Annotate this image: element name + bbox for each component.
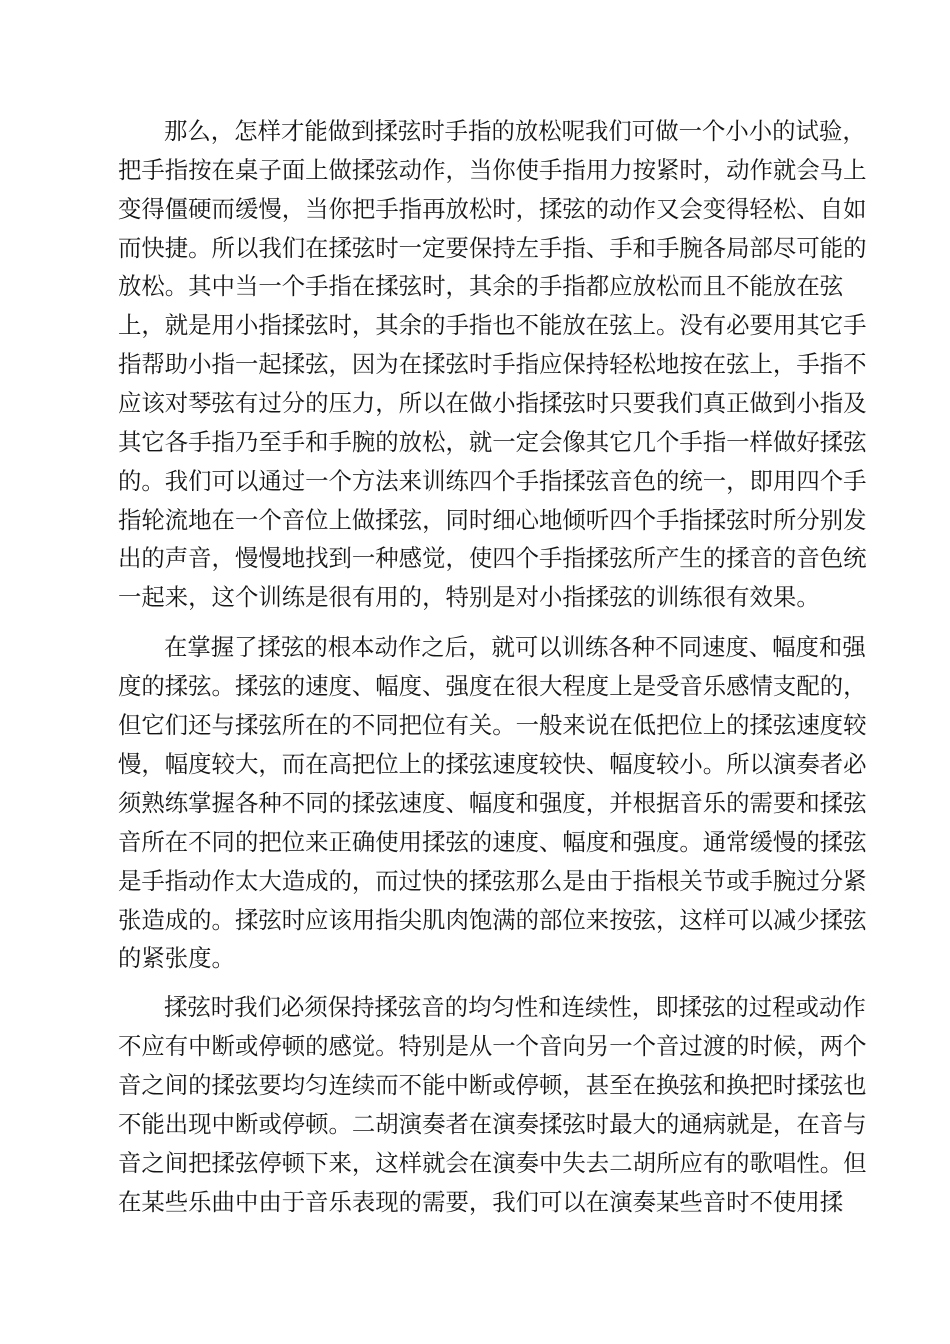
paragraph-line: 但它们还与揉弦所在的不同把位有关。一般来说在低把位上的揉弦速度较 <box>118 711 867 739</box>
paragraph-line: 的紧张度。 <box>118 944 235 972</box>
paragraph-line: 变得僵硬而缓慢，当你把手指再放松时，揉弦的动作又会变得轻松、自如 <box>118 195 867 223</box>
paragraph-line: 上，就是用小指揉弦时，其余的手指也不能放在弦上。没有必要用其它手 <box>118 311 867 339</box>
paragraph-line: 慢，幅度较大，而在高把位上的揉弦速度较快、幅度较小。所以演奏者必 <box>118 750 867 778</box>
paragraph-line: 应该对琴弦有过分的压力，所以在做小指揉弦时只要我们真正做到小指及 <box>118 389 867 417</box>
paragraph-line: 放松。其中当一个手指在揉弦时，其余的手指都应放松而且不能放在弦 <box>118 272 844 300</box>
paragraph-line: 而快捷。所以我们在揉弦时一定要保持左手指、手和手腕各局部尽可能的 <box>118 234 867 262</box>
paragraph-line: 音之间的揉弦要均匀连续而不能中断或停顿，甚至在换弦和换把时揉弦也 <box>118 1071 867 1099</box>
paragraph-line: 一起来，这个训练是很有用的，特别是对小指揉弦的训练很有效果。 <box>118 583 820 611</box>
paragraph-line: 须熟练掌握各种不同的揉弦速度、幅度和强度，并根据音乐的需要和揉弦 <box>118 789 867 817</box>
paragraph-line: 把手指按在桌子面上做揉弦动作，当你使手指用力按紧时，动作就会马上 <box>118 156 867 184</box>
paragraph-line: 音所在不同的把位来正确使用揉弦的速度、幅度和强度。通常缓慢的揉弦 <box>118 828 867 856</box>
paragraph-line: 音之间把揉弦停顿下来，这样就会在演奏中失去二胡所应有的歌唱性。但 <box>118 1149 867 1177</box>
paragraph-line: 揉弦时我们必须保持揉弦音的均匀性和连续性，即揉弦的过程或动作 <box>164 993 866 1021</box>
paragraph-line: 那么，怎样才能做到揉弦时手指的放松呢我们可做一个小小的试验， <box>164 117 866 145</box>
paragraph-line: 出的声音，慢慢地找到一种感觉，使四个手指揉弦所产生的揉音的音色统 <box>118 544 867 572</box>
paragraph-line: 在掌握了揉弦的根本动作之后，就可以训练各种不同速度、幅度和强 <box>164 633 866 661</box>
paragraph-line: 的。我们可以通过一个方法来训练四个手指揉弦音色的统一，即用四个手 <box>118 467 867 495</box>
paragraph-line: 张造成的。揉弦时应该用指尖肌肉饱满的部位来按弦，这样可以减少揉弦 <box>118 906 867 934</box>
paragraph-line: 在某些乐曲中由于音乐表现的需要，我们可以在演奏某些音时不使用揉 <box>118 1188 844 1216</box>
paragraph-line: 度的揉弦。揉弦的速度、幅度、强度在很大程度上是受音乐感情支配的， <box>118 672 867 700</box>
paragraph-line: 其它各手指乃至手和手腕的放松，就一定会像其它几个手指一样做好揉弦 <box>118 428 867 456</box>
paragraph-line: 指帮助小指一起揉弦，因为在揉弦时手指应保持轻松地按在弦上，手指不 <box>118 350 867 378</box>
paragraph-line: 不能出现中断或停顿。二胡演奏者在演奏揉弦时最大的通病就是，在音与 <box>118 1110 867 1138</box>
paragraph-line: 指轮流地在一个音位上做揉弦，同时细心地倾听四个手指揉弦时所分别发 <box>118 506 867 534</box>
paragraph-line: 是手指动作太大造成的，而过快的揉弦那么是由于指根关节或手腕过分紧 <box>118 867 867 895</box>
paragraph-line: 不应有中断或停顿的感觉。特别是从一个音向另一个音过渡的时候，两个 <box>118 1032 867 1060</box>
